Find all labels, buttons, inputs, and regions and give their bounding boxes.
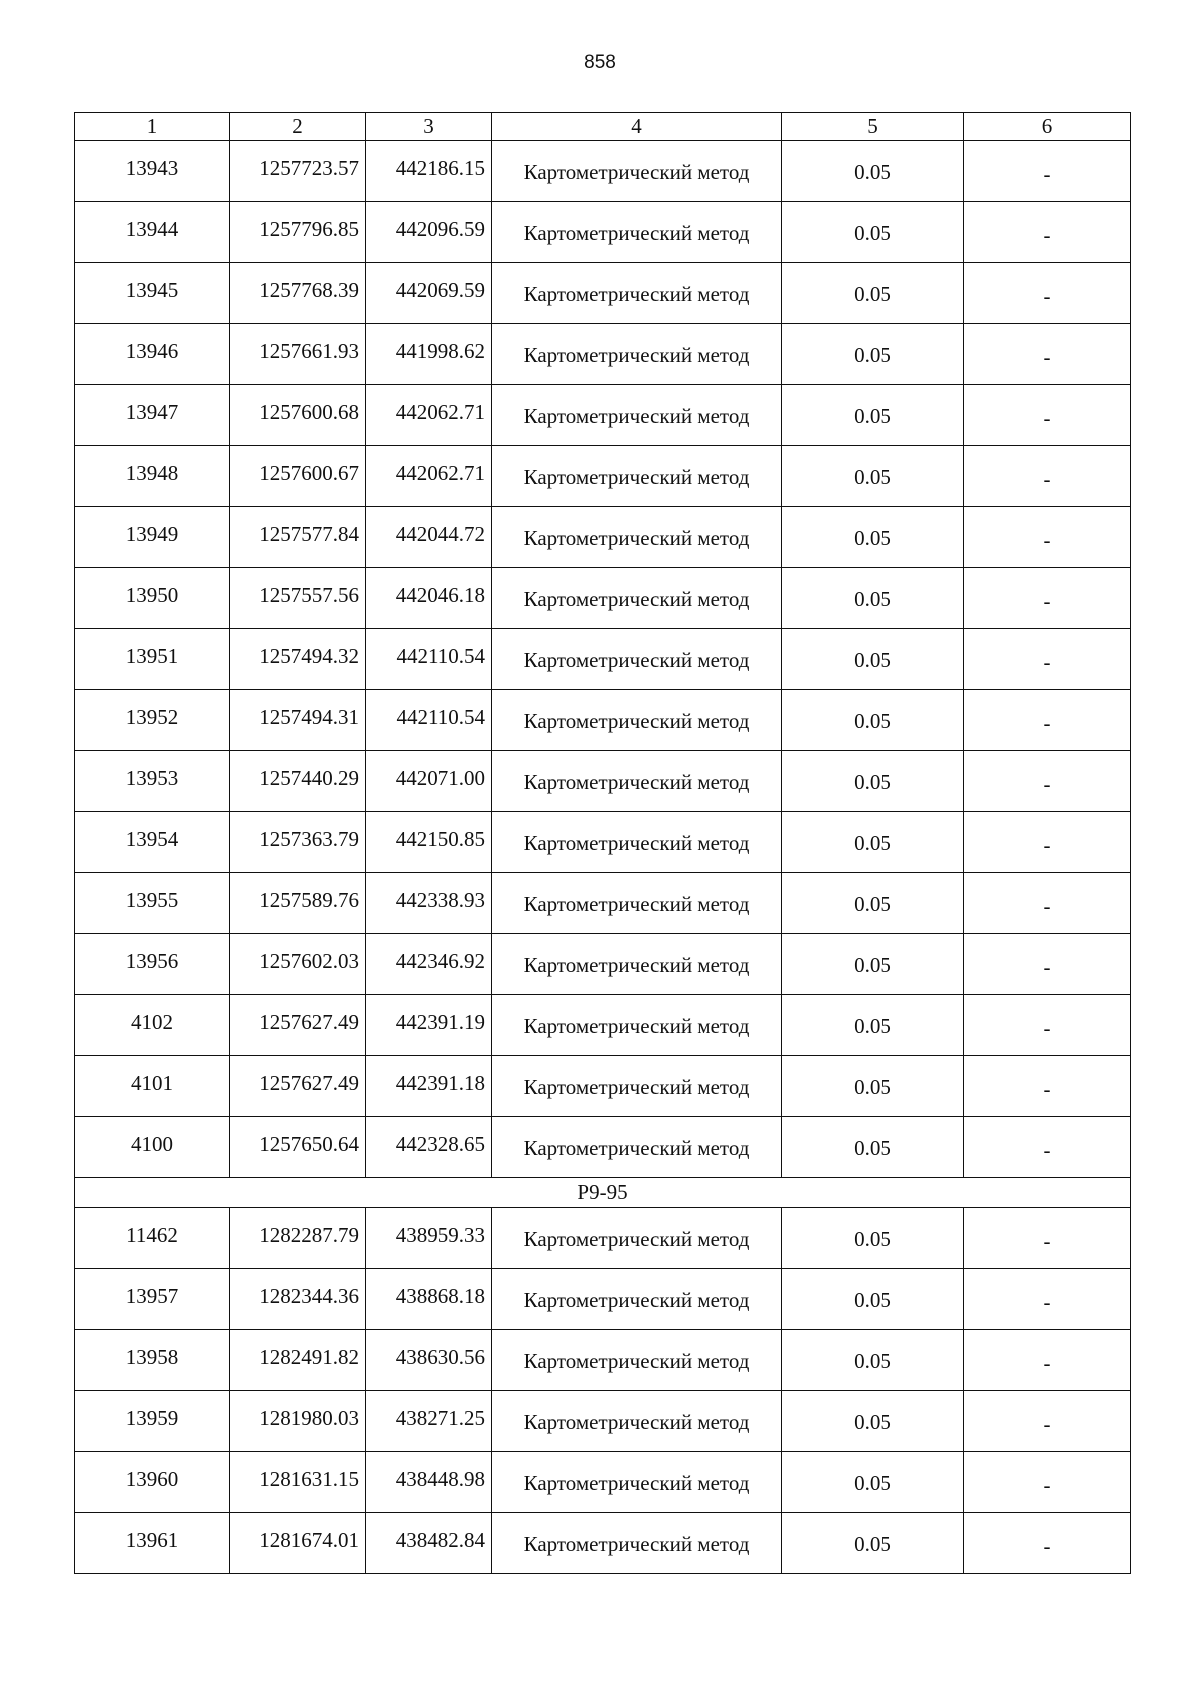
accuracy-cell: 0.05 xyxy=(782,690,964,751)
x-coordinate-cell: 1281674.01 xyxy=(230,1513,366,1574)
point-number-cell: 13956 xyxy=(75,934,230,995)
y-coordinate-cell: 442391.19 xyxy=(366,995,492,1056)
y-coordinate-cell: 442110.54 xyxy=(366,629,492,690)
x-coordinate-cell: 1257768.39 xyxy=(230,263,366,324)
table-row xyxy=(75,507,1131,568)
y-coordinate-cell: 442071.00 xyxy=(366,751,492,812)
accuracy-cell: 0.05 xyxy=(782,629,964,690)
method-cell: Картометрический метод xyxy=(492,873,782,934)
method-cell: Картометрический метод xyxy=(492,568,782,629)
table-row xyxy=(75,629,1131,690)
point-number-cell: 13946 xyxy=(75,324,230,385)
y-coordinate-cell: 442069.59 xyxy=(366,263,492,324)
y-coordinate-cell: 442338.93 xyxy=(366,873,492,934)
description-cell: - xyxy=(964,873,1131,934)
table-row xyxy=(75,934,1131,995)
method-cell: Картометрический метод xyxy=(492,1208,782,1269)
table-row xyxy=(75,873,1131,934)
accuracy-cell: 0.05 xyxy=(782,873,964,934)
column-header-6: 6 xyxy=(964,113,1131,141)
accuracy-cell: 0.05 xyxy=(782,568,964,629)
description-cell: - xyxy=(964,1056,1131,1117)
point-number-cell: 13957 xyxy=(75,1269,230,1330)
table-row xyxy=(75,1117,1131,1178)
y-coordinate-cell: 442044.72 xyxy=(366,507,492,568)
accuracy-cell: 0.05 xyxy=(782,812,964,873)
point-number-cell: 11462 xyxy=(75,1208,230,1269)
x-coordinate-cell: 1257494.31 xyxy=(230,690,366,751)
accuracy-cell: 0.05 xyxy=(782,1269,964,1330)
method-cell: Картометрический метод xyxy=(492,1269,782,1330)
accuracy-cell: 0.05 xyxy=(782,202,964,263)
point-number-cell: 13960 xyxy=(75,1452,230,1513)
table-row xyxy=(75,141,1131,202)
description-cell: - xyxy=(964,629,1131,690)
table-row xyxy=(75,1452,1131,1513)
y-coordinate-cell: 442110.54 xyxy=(366,690,492,751)
x-coordinate-cell: 1257600.68 xyxy=(230,385,366,446)
description-cell: - xyxy=(964,1269,1131,1330)
table-row xyxy=(75,1513,1131,1574)
description-cell: - xyxy=(964,385,1131,446)
table-row xyxy=(75,1208,1131,1269)
accuracy-cell: 0.05 xyxy=(782,263,964,324)
description-cell: - xyxy=(964,507,1131,568)
y-coordinate-cell: 438959.33 xyxy=(366,1208,492,1269)
y-coordinate-cell: 442062.71 xyxy=(366,446,492,507)
accuracy-cell: 0.05 xyxy=(782,446,964,507)
description-cell: - xyxy=(964,751,1131,812)
description-cell: - xyxy=(964,995,1131,1056)
x-coordinate-cell: 1257723.57 xyxy=(230,141,366,202)
description-cell: - xyxy=(964,202,1131,263)
accuracy-cell: 0.05 xyxy=(782,507,964,568)
column-header-3: 3 xyxy=(366,113,492,141)
point-number-cell: 13950 xyxy=(75,568,230,629)
x-coordinate-cell: 1282287.79 xyxy=(230,1208,366,1269)
method-cell: Картометрический метод xyxy=(492,1117,782,1178)
accuracy-cell: 0.05 xyxy=(782,1056,964,1117)
method-cell: Картометрический метод xyxy=(492,263,782,324)
accuracy-cell: 0.05 xyxy=(782,1391,964,1452)
method-cell: Картометрический метод xyxy=(492,1452,782,1513)
method-cell: Картометрический метод xyxy=(492,446,782,507)
y-coordinate-cell: 438448.98 xyxy=(366,1452,492,1513)
accuracy-cell: 0.05 xyxy=(782,1117,964,1178)
coordinates-table xyxy=(74,112,1131,1574)
method-cell: Картометрический метод xyxy=(492,324,782,385)
y-coordinate-cell: 441998.62 xyxy=(366,324,492,385)
section-label: Р9-95 xyxy=(75,1178,1131,1208)
x-coordinate-cell: 1257661.93 xyxy=(230,324,366,385)
description-cell: - xyxy=(964,1391,1131,1452)
point-number-cell: 4100 xyxy=(75,1117,230,1178)
x-coordinate-cell: 1282491.82 xyxy=(230,1330,366,1391)
x-coordinate-cell: 1257796.85 xyxy=(230,202,366,263)
x-coordinate-cell: 1257494.32 xyxy=(230,629,366,690)
table-row xyxy=(75,812,1131,873)
table-row xyxy=(75,385,1131,446)
method-cell: Картометрический метод xyxy=(492,1513,782,1574)
method-cell: Картометрический метод xyxy=(492,751,782,812)
y-coordinate-cell: 442046.18 xyxy=(366,568,492,629)
method-cell: Картометрический метод xyxy=(492,141,782,202)
description-cell: - xyxy=(964,812,1131,873)
accuracy-cell: 0.05 xyxy=(782,1208,964,1269)
point-number-cell: 13954 xyxy=(75,812,230,873)
x-coordinate-cell: 1281631.15 xyxy=(230,1452,366,1513)
y-coordinate-cell: 442062.71 xyxy=(366,385,492,446)
accuracy-cell: 0.05 xyxy=(782,324,964,385)
description-cell: - xyxy=(964,934,1131,995)
point-number-cell: 13945 xyxy=(75,263,230,324)
accuracy-cell: 0.05 xyxy=(782,934,964,995)
method-cell: Картометрический метод xyxy=(492,995,782,1056)
y-coordinate-cell: 442346.92 xyxy=(366,934,492,995)
method-cell: Картометрический метод xyxy=(492,1056,782,1117)
description-cell: - xyxy=(964,1117,1131,1178)
column-header-1: 1 xyxy=(75,113,230,141)
y-coordinate-cell: 442328.65 xyxy=(366,1117,492,1178)
x-coordinate-cell: 1257650.64 xyxy=(230,1117,366,1178)
x-coordinate-cell: 1257627.49 xyxy=(230,1056,366,1117)
header-row xyxy=(75,113,1131,141)
accuracy-cell: 0.05 xyxy=(782,141,964,202)
accuracy-cell: 0.05 xyxy=(782,1513,964,1574)
accuracy-cell: 0.05 xyxy=(782,1330,964,1391)
point-number-cell: 13947 xyxy=(75,385,230,446)
description-cell: - xyxy=(964,324,1131,385)
x-coordinate-cell: 1257627.49 xyxy=(230,995,366,1056)
y-coordinate-cell: 438630.56 xyxy=(366,1330,492,1391)
table-row xyxy=(75,202,1131,263)
x-coordinate-cell: 1282344.36 xyxy=(230,1269,366,1330)
table-row xyxy=(75,324,1131,385)
table-row xyxy=(75,446,1131,507)
description-cell: - xyxy=(964,446,1131,507)
table-row xyxy=(75,690,1131,751)
y-coordinate-cell: 438482.84 xyxy=(366,1513,492,1574)
point-number-cell: 4101 xyxy=(75,1056,230,1117)
section-header-row xyxy=(75,1178,1131,1208)
point-number-cell: 13958 xyxy=(75,1330,230,1391)
table-row xyxy=(75,995,1131,1056)
description-cell: - xyxy=(964,263,1131,324)
method-cell: Картометрический метод xyxy=(492,690,782,751)
point-number-cell: 13959 xyxy=(75,1391,230,1452)
column-header-4: 4 xyxy=(492,113,782,141)
description-cell: - xyxy=(964,141,1131,202)
x-coordinate-cell: 1281980.03 xyxy=(230,1391,366,1452)
method-cell: Картометрический метод xyxy=(492,1391,782,1452)
point-number-cell: 13961 xyxy=(75,1513,230,1574)
point-number-cell: 4102 xyxy=(75,995,230,1056)
point-number-cell: 13949 xyxy=(75,507,230,568)
table-row xyxy=(75,1056,1131,1117)
y-coordinate-cell: 438271.25 xyxy=(366,1391,492,1452)
table-header xyxy=(75,113,1131,141)
y-coordinate-cell: 438868.18 xyxy=(366,1269,492,1330)
description-cell: - xyxy=(964,1330,1131,1391)
table-row xyxy=(75,568,1131,629)
x-coordinate-cell: 1257577.84 xyxy=(230,507,366,568)
point-number-cell: 13953 xyxy=(75,751,230,812)
table-row xyxy=(75,751,1131,812)
y-coordinate-cell: 442186.15 xyxy=(366,141,492,202)
method-cell: Картометрический метод xyxy=(492,934,782,995)
x-coordinate-cell: 1257602.03 xyxy=(230,934,366,995)
accuracy-cell: 0.05 xyxy=(782,995,964,1056)
y-coordinate-cell: 442150.85 xyxy=(366,812,492,873)
table-row xyxy=(75,1269,1131,1330)
x-coordinate-cell: 1257440.29 xyxy=(230,751,366,812)
y-coordinate-cell: 442096.59 xyxy=(366,202,492,263)
description-cell: - xyxy=(964,690,1131,751)
x-coordinate-cell: 1257557.56 xyxy=(230,568,366,629)
column-header-5: 5 xyxy=(782,113,964,141)
table-row xyxy=(75,263,1131,324)
x-coordinate-cell: 1257600.67 xyxy=(230,446,366,507)
method-cell: Картометрический метод xyxy=(492,202,782,263)
table-body xyxy=(75,141,1131,1574)
description-cell: - xyxy=(964,1513,1131,1574)
method-cell: Картометрический метод xyxy=(492,812,782,873)
x-coordinate-cell: 1257363.79 xyxy=(230,812,366,873)
description-cell: - xyxy=(964,1452,1131,1513)
method-cell: Картометрический метод xyxy=(492,1330,782,1391)
point-number-cell: 13948 xyxy=(75,446,230,507)
table-row xyxy=(75,1330,1131,1391)
table-row xyxy=(75,1391,1131,1452)
method-cell: Картометрический метод xyxy=(492,507,782,568)
y-coordinate-cell: 442391.18 xyxy=(366,1056,492,1117)
point-number-cell: 13951 xyxy=(75,629,230,690)
point-number-cell: 13955 xyxy=(75,873,230,934)
column-header-2: 2 xyxy=(230,113,366,141)
method-cell: Картометрический метод xyxy=(492,385,782,446)
accuracy-cell: 0.05 xyxy=(782,1452,964,1513)
point-number-cell: 13943 xyxy=(75,141,230,202)
accuracy-cell: 0.05 xyxy=(782,385,964,446)
point-number-cell: 13952 xyxy=(75,690,230,751)
x-coordinate-cell: 1257589.76 xyxy=(230,873,366,934)
accuracy-cell: 0.05 xyxy=(782,751,964,812)
method-cell: Картометрический метод xyxy=(492,629,782,690)
description-cell: - xyxy=(964,1208,1131,1269)
point-number-cell: 13944 xyxy=(75,202,230,263)
page-number: 858 xyxy=(584,52,616,73)
description-cell: - xyxy=(964,568,1131,629)
